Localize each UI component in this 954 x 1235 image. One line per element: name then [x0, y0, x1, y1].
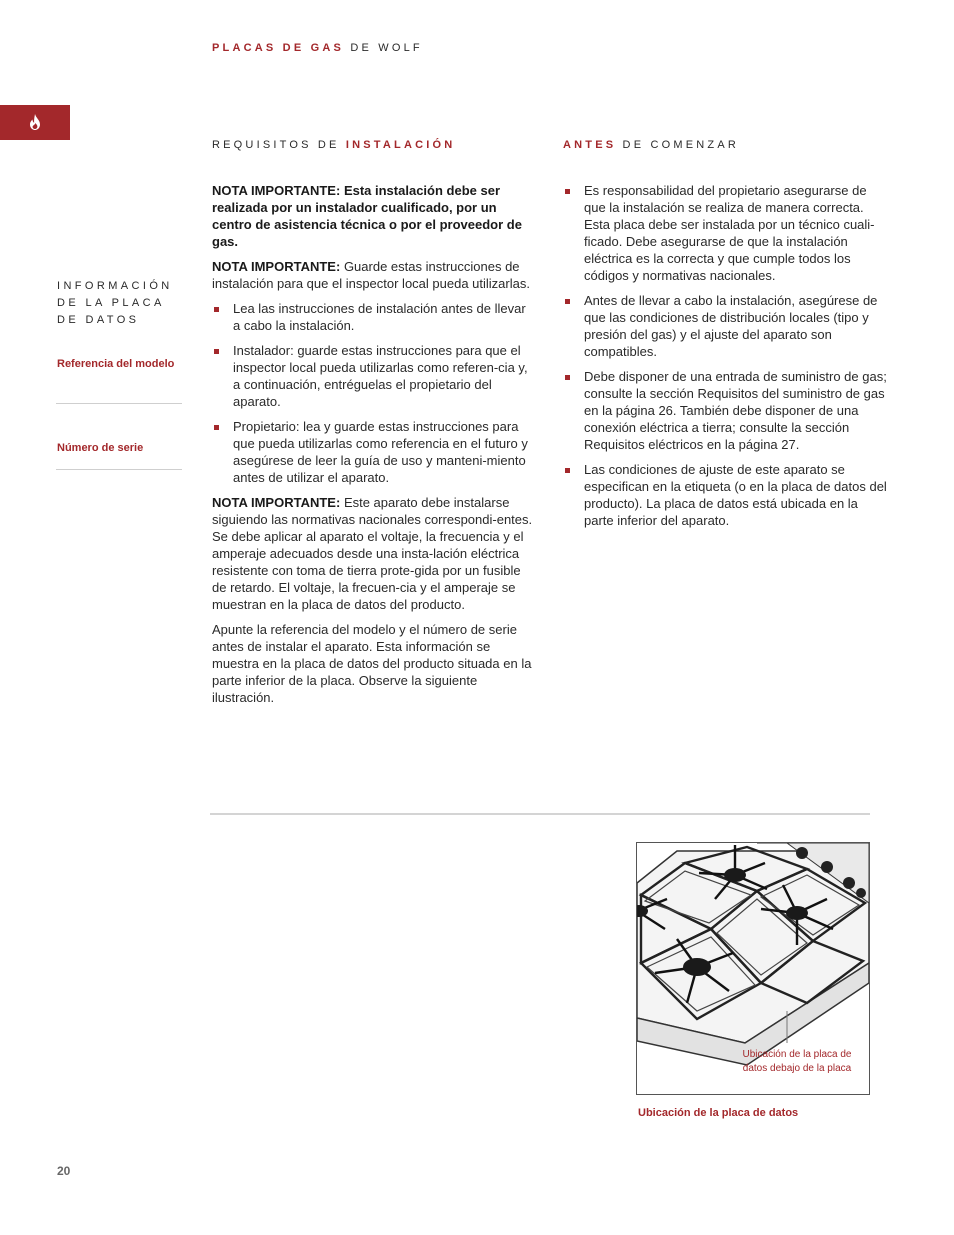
important-note: [212, 182, 534, 250]
requirements-column: [212, 182, 534, 714]
list-item: Instalador: guarde estas instrucciones para que el inspector local pueda utilizarlas como referen-cia y, a continuación, entréguelas el propietario del aparato.: [212, 342, 534, 410]
flame-icon: [29, 114, 41, 130]
page-number: 20: [57, 1164, 71, 1178]
list-item: Debe disponer de una entrada de suministro de gas; consulte la sección Requisitos del suministro de gas en la página 26. También debe disponer de una conexión eléctrica a tierra; consulte la sección Requisitos eléctricos en la página 27.: [563, 368, 888, 453]
heading-highlight: INSTALACIÓN: [345, 139, 456, 151]
heading-plain: DE COMENZAR: [622, 139, 740, 151]
body-paragraph: Apunte la referencia del modelo y el número de serie antes de instalar el aparato. Esta información se muestra en la placa de datos del producto situada en la parte inferior de la placa. Observe la siguiente ilustración.: [212, 622, 532, 705]
note-label: NOTA IMPORTANTE:: [212, 183, 341, 198]
header-title-highlight: PLACAS DE GAS: [212, 42, 345, 54]
list-item: Lea las instrucciones de instalación antes de llevar a cabo la instalación.: [212, 300, 534, 334]
heading-highlight: ANTES: [563, 139, 617, 151]
bullet-square-icon: [565, 299, 570, 304]
sidebar-field-line: [56, 403, 182, 404]
note-label: NOTA IMPORTANTE:: [212, 259, 341, 274]
requirements-list: [212, 300, 534, 486]
heading-plain: REQUISITOS DE: [212, 139, 340, 151]
list-item: Antes de llevar a cabo la instalación, asegúrese de que las condiciones de distribución locales (tipo y presión del gas) y el ajuste del aparato son compatibles.: [563, 292, 888, 360]
sidebar-field-line: [56, 469, 182, 470]
cooktop-illustration: [636, 842, 870, 1095]
list-item: Las condiciones de ajuste de este aparato se especifican en la etiqueta (o en la placa de datos del producto). La placa de datos está ubicada en la parte inferior del aparato.: [563, 461, 888, 529]
bullet-square-icon: [565, 189, 570, 194]
section-divider: [210, 813, 870, 815]
bullet-square-icon: [214, 349, 219, 354]
note-text: Esta instalación debe ser realizada por un instalador cualificado, por un centro de asistencia técnica o por el proveedor de gas.: [212, 183, 522, 249]
figure-caption: Ubicación de la placa de datos: [638, 1107, 799, 1119]
section-heading-requirements: [212, 139, 455, 151]
header-title-rest: DE WOLF: [350, 42, 423, 54]
bullet-square-icon: [214, 307, 219, 312]
section-tab: [0, 105, 70, 140]
important-note: [212, 494, 534, 613]
important-note: [212, 258, 534, 292]
bullet-square-icon: [214, 425, 219, 430]
note-text: Guarde estas instrucciones de instalación para que el inspector local pueda utilizarlas.: [212, 259, 530, 291]
note-text: Este aparato debe instalarse siguiendo las normativas nacionales correspondi-entes. Se debe aplicar al aparato el voltaje, la frecuencia y el amperaje adecuados desde una insta-lación eléctrica resistente con toma de tierra prote-gida por un fusible de retardo. El voltaje, la frecuen-cia y el amperaje se muestran en la placa de datos del producto.: [212, 495, 533, 612]
list-item: Propietario: lea y guarde estas instrucciones para que pueda utilizarlas como referencia en el futuro y asegúrese de leer la guía de uso y manteni-miento antes de utilizar el aparato.: [212, 418, 534, 486]
before-start-column: [563, 182, 888, 537]
sidebar-title: INFORMACIÓN DE LA PLACA DE DATOS: [57, 280, 173, 326]
note-label: NOTA IMPORTANTE:: [212, 495, 341, 510]
sidebar-field-model-reference: Referencia del modelo: [57, 358, 175, 370]
data-plate-callout: Ubicación de la placa de datos debajo de la placa: [742, 1049, 852, 1074]
bullet-square-icon: [565, 468, 570, 473]
sidebar-field-serial-number: Número de serie: [57, 442, 144, 454]
section-heading-before-start: [563, 139, 739, 151]
bullet-square-icon: [565, 375, 570, 380]
list-item: Es responsabilidad del propietario asegurarse de que la instalación se realiza de manera correcta. Esta placa debe ser instalada por un técnico cuali-ficado. Debe asegurarse de que la instalación eléctrica es la correcta y que cumple todos los códigos y normativas nacionales.: [563, 182, 888, 284]
page-header: [212, 42, 423, 54]
before-start-list: [563, 182, 888, 529]
